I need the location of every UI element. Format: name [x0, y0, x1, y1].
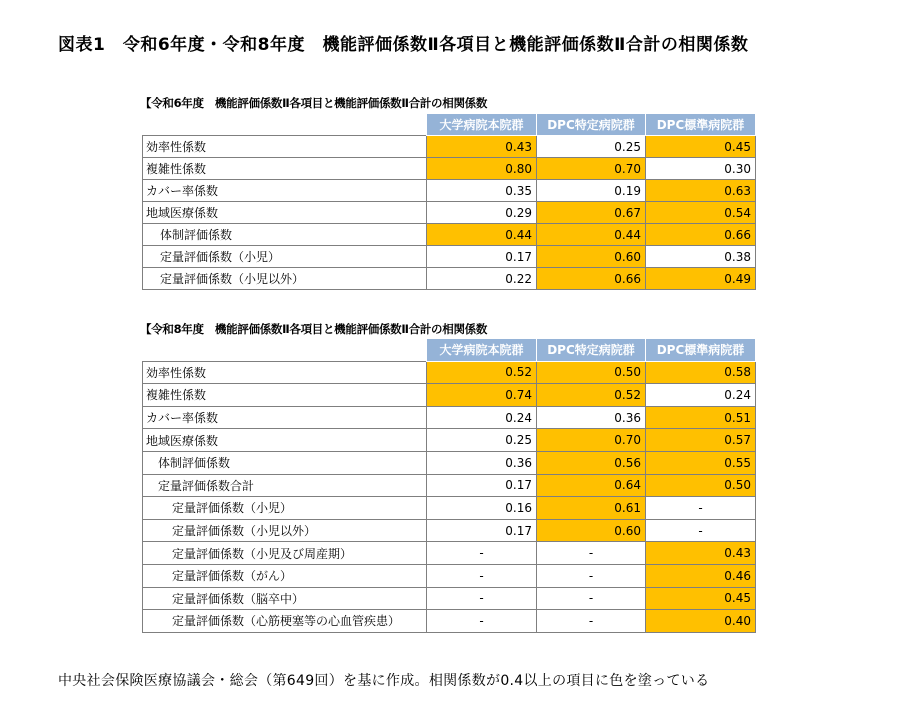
- table-r8: [142, 338, 756, 633]
- table-row: [143, 246, 756, 268]
- table-row: [143, 384, 756, 407]
- row-label: 効率性係数: [143, 136, 427, 158]
- table-row: [143, 587, 756, 610]
- row-label: 体制評価係数: [143, 224, 427, 246]
- value-cell: 0.38: [646, 246, 756, 268]
- value-cell: -: [537, 587, 646, 610]
- value-cell: -: [646, 497, 756, 520]
- value-cell: 0.36: [537, 406, 646, 429]
- value-cell: -: [646, 519, 756, 542]
- row-label: 体制評価係数: [143, 451, 427, 474]
- value-cell: -: [427, 587, 537, 610]
- table-r8-title: 【令和8年度 機能評価係数Ⅱ各項目と機能評価係数Ⅱ合計の相関係数: [140, 322, 488, 336]
- value-cell: 0.25: [427, 429, 537, 452]
- table-r8-header-row: [143, 339, 756, 362]
- value-cell: 0.22: [427, 268, 537, 290]
- table-row: [143, 180, 756, 202]
- row-label: 効率性係数: [143, 361, 427, 384]
- column-header-dpc-special: DPC特定病院群: [537, 114, 646, 136]
- value-cell: 0.40: [646, 610, 756, 633]
- row-label: カバー率係数: [143, 180, 427, 202]
- row-label: 定量評価係数（小児以外）: [143, 268, 427, 290]
- table-row: [143, 564, 756, 587]
- row-label: 定量評価係数（脳卒中）: [143, 587, 427, 610]
- value-cell: -: [427, 542, 537, 565]
- table-r6-header-row: [143, 114, 756, 136]
- value-cell: 0.24: [427, 406, 537, 429]
- table-row: [143, 202, 756, 224]
- value-cell: 0.80: [427, 158, 537, 180]
- value-cell: -: [427, 610, 537, 633]
- column-header-dpc-special: DPC特定病院群: [537, 339, 646, 362]
- value-cell: 0.17: [427, 246, 537, 268]
- value-cell: 0.45: [646, 587, 756, 610]
- value-cell: 0.60: [537, 246, 646, 268]
- value-cell: -: [427, 564, 537, 587]
- header-blank-cell: [143, 114, 427, 136]
- value-cell: 0.60: [537, 519, 646, 542]
- row-label: 定量評価係数（小児以外）: [143, 519, 427, 542]
- value-cell: 0.74: [427, 384, 537, 407]
- table-row: [143, 519, 756, 542]
- value-cell: 0.61: [537, 497, 646, 520]
- value-cell: 0.56: [537, 451, 646, 474]
- table-row: [143, 474, 756, 497]
- value-cell: -: [537, 610, 646, 633]
- table-r6-body: [143, 136, 756, 290]
- value-cell: 0.51: [646, 406, 756, 429]
- column-header-university: 大学病院本院群: [427, 114, 537, 136]
- row-label: 地域医療係数: [143, 202, 427, 224]
- row-label: 定量評価係数（小児及び周産期）: [143, 542, 427, 565]
- value-cell: 0.57: [646, 429, 756, 452]
- table-r6-title: 【令和6年度 機能評価係数Ⅱ各項目と機能評価係数Ⅱ合計の相関係数: [140, 96, 488, 110]
- table-row: [143, 268, 756, 290]
- value-cell: 0.52: [427, 361, 537, 384]
- table-row: [143, 406, 756, 429]
- value-cell: 0.70: [537, 429, 646, 452]
- column-header-dpc-standard: DPC標準病院群: [646, 339, 756, 362]
- value-cell: -: [537, 564, 646, 587]
- header-blank-cell: [143, 339, 427, 362]
- value-cell: 0.54: [646, 202, 756, 224]
- table-row: [143, 158, 756, 180]
- value-cell: 0.63: [646, 180, 756, 202]
- table-row: [143, 497, 756, 520]
- value-cell: 0.43: [427, 136, 537, 158]
- value-cell: 0.66: [646, 224, 756, 246]
- row-label: 複雑性係数: [143, 158, 427, 180]
- value-cell: 0.67: [537, 202, 646, 224]
- value-cell: 0.19: [537, 180, 646, 202]
- value-cell: 0.52: [537, 384, 646, 407]
- table-r8-body: [143, 361, 756, 632]
- row-label: 地域医療係数: [143, 429, 427, 452]
- figure-title: 図表1 令和6年度・令和8年度 機能評価係数Ⅱ各項目と機能評価係数Ⅱ合計の相関係数: [58, 35, 749, 55]
- value-cell: 0.36: [427, 451, 537, 474]
- row-label: 定量評価係数（小児）: [143, 246, 427, 268]
- table-row: [143, 224, 756, 246]
- value-cell: 0.55: [646, 451, 756, 474]
- column-header-dpc-standard: DPC標準病院群: [646, 114, 756, 136]
- value-cell: -: [537, 542, 646, 565]
- column-header-university: 大学病院本院群: [427, 339, 537, 362]
- value-cell: 0.49: [646, 268, 756, 290]
- value-cell: 0.64: [537, 474, 646, 497]
- value-cell: 0.16: [427, 497, 537, 520]
- value-cell: 0.70: [537, 158, 646, 180]
- table-r6: [142, 113, 756, 290]
- value-cell: 0.50: [646, 474, 756, 497]
- value-cell: 0.17: [427, 519, 537, 542]
- value-cell: 0.29: [427, 202, 537, 224]
- table-row: [143, 451, 756, 474]
- value-cell: 0.43: [646, 542, 756, 565]
- value-cell: 0.46: [646, 564, 756, 587]
- value-cell: 0.30: [646, 158, 756, 180]
- footnote: 中央社会保険医療協議会・総会（第649回）を基に作成。相関係数が0.4以上の項目に色を塗っている: [58, 673, 710, 689]
- table-row: [143, 542, 756, 565]
- value-cell: 0.35: [427, 180, 537, 202]
- table-row: [143, 610, 756, 633]
- table-row: [143, 361, 756, 384]
- value-cell: 0.44: [537, 224, 646, 246]
- table-row: [143, 136, 756, 158]
- row-label: 定量評価係数（心筋梗塞等の心血管疾患）: [143, 610, 427, 633]
- value-cell: 0.24: [646, 384, 756, 407]
- value-cell: 0.25: [537, 136, 646, 158]
- row-label: 定量評価係数（小児）: [143, 497, 427, 520]
- row-label: 定量評価係数合計: [143, 474, 427, 497]
- value-cell: 0.44: [427, 224, 537, 246]
- value-cell: 0.45: [646, 136, 756, 158]
- row-label: 複雑性係数: [143, 384, 427, 407]
- value-cell: 0.58: [646, 361, 756, 384]
- value-cell: 0.50: [537, 361, 646, 384]
- row-label: カバー率係数: [143, 406, 427, 429]
- value-cell: 0.17: [427, 474, 537, 497]
- value-cell: 0.66: [537, 268, 646, 290]
- table-row: [143, 429, 756, 452]
- row-label: 定量評価係数（がん）: [143, 564, 427, 587]
